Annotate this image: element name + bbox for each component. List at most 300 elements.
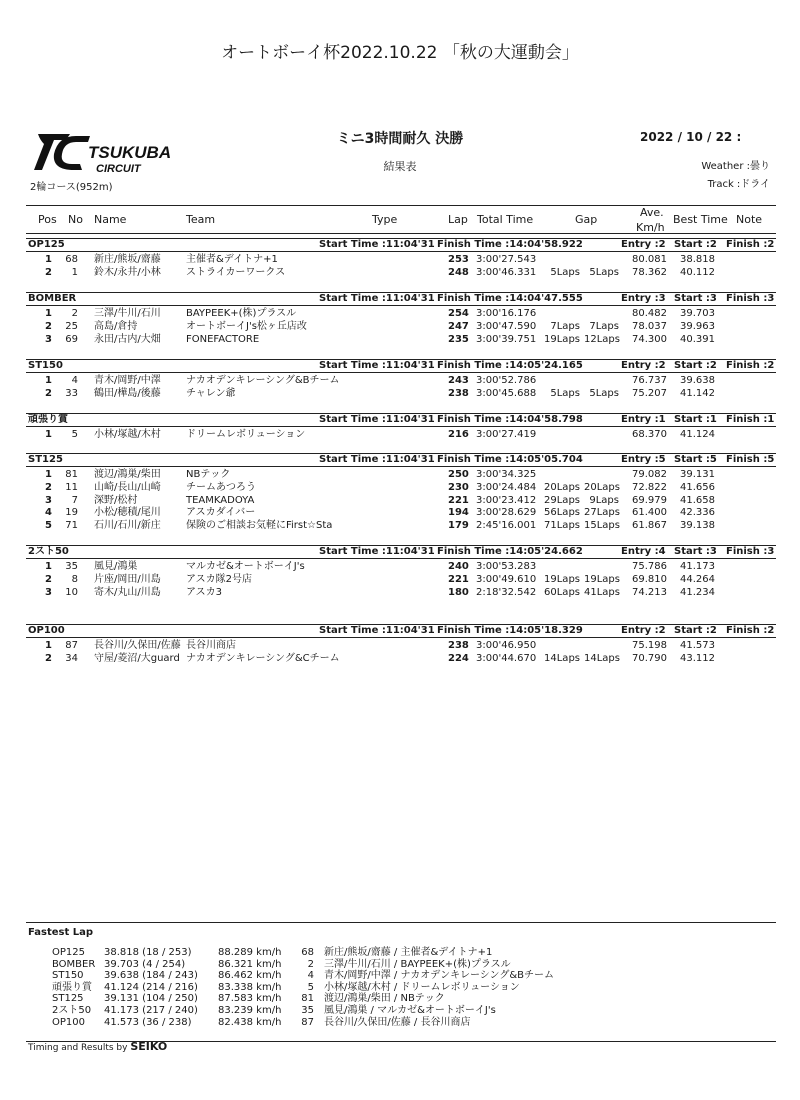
results-subtitle: 結果表 bbox=[383, 160, 417, 173]
class-header-bar bbox=[26, 624, 776, 638]
car-number-cell: 34 bbox=[65, 652, 78, 664]
fastest-lap-number: 4 bbox=[307, 970, 314, 982]
position-cell: 2 bbox=[45, 320, 52, 332]
fastest-lap-time: 39.638 (184 / 243) bbox=[104, 970, 198, 982]
fastest-lap-rider-team: 長谷川/久保田/佐藤 / 長谷川商店 bbox=[324, 1016, 471, 1028]
car-number-cell: 4 bbox=[71, 375, 78, 386]
team-name-cell: アスカダイバー bbox=[186, 507, 256, 519]
position-cell: 3 bbox=[45, 586, 52, 598]
position-cell: 1 bbox=[45, 640, 52, 651]
race-title: ミニ3時間耐久 決勝 bbox=[336, 131, 464, 147]
laps-cell: 216 bbox=[448, 429, 469, 440]
fastest-lap-number: 5 bbox=[307, 981, 314, 993]
class-header-bar bbox=[26, 292, 776, 306]
class-start-time: Start Time :11:04'31 bbox=[319, 239, 435, 250]
class-entry-count: Entry :1 bbox=[621, 414, 666, 425]
fastest-lap-speed: 87.583 km/h bbox=[218, 993, 282, 1005]
car-number-cell: 35 bbox=[65, 561, 78, 572]
class-name: BOMBER bbox=[28, 293, 77, 304]
class-finish-count: Finish :1 bbox=[726, 414, 775, 425]
gap-top-cell: 19Laps bbox=[544, 573, 580, 585]
total-time-cell: 3:00'39.751 bbox=[476, 333, 537, 345]
gap-prev-cell: 41Laps bbox=[584, 586, 620, 598]
car-number-cell: 7 bbox=[71, 494, 78, 506]
gap-top-cell: 29Laps bbox=[544, 494, 580, 506]
gap-top-cell: 71Laps bbox=[544, 520, 580, 532]
total-time-cell: 2:45'16.001 bbox=[476, 520, 537, 532]
class-start-time: Start Time :11:04'31 bbox=[319, 454, 435, 465]
total-time-cell: 3:00'34.325 bbox=[476, 469, 537, 480]
track-condition: Track :ドライ bbox=[707, 179, 770, 190]
rider-names-cell: 山崎/長山/山崎 bbox=[94, 481, 161, 493]
total-time-cell: 3:00'27.419 bbox=[476, 429, 537, 440]
fastest-lap-speed: 86.321 km/h bbox=[218, 958, 282, 970]
average-speed-cell: 74.300 bbox=[632, 333, 667, 345]
team-name-cell: NBテック bbox=[186, 469, 231, 480]
best-time-cell: 41.124 bbox=[680, 429, 715, 440]
result-row bbox=[0, 482, 800, 494]
class-name: 2スト50 bbox=[28, 546, 69, 557]
gap-top-cell: 7Laps bbox=[550, 320, 580, 332]
best-time-cell: 40.112 bbox=[680, 266, 715, 278]
team-name-cell: ドリームレボリューション bbox=[186, 429, 306, 440]
result-row bbox=[0, 653, 800, 665]
position-cell: 1 bbox=[45, 308, 52, 319]
laps-cell: 243 bbox=[448, 375, 469, 386]
fastest-lap-number: 87 bbox=[301, 1016, 314, 1028]
class-finish-time: Finish Time :14:04'58.798 bbox=[437, 414, 583, 425]
best-time-cell: 40.391 bbox=[680, 333, 715, 345]
fastest-lap-class: ST125 bbox=[52, 993, 84, 1005]
laps-cell: 224 bbox=[448, 652, 469, 664]
rider-names-cell: 寄木/丸山/川島 bbox=[94, 586, 161, 598]
rider-names-cell: 長谷川/久保田/佐藤 bbox=[94, 640, 181, 651]
team-name-cell: ストライカーワークス bbox=[186, 266, 286, 278]
laps-cell: 180 bbox=[448, 586, 469, 598]
laps-cell: 254 bbox=[448, 308, 469, 319]
col-no-header: No bbox=[68, 213, 83, 226]
position-cell: 2 bbox=[45, 652, 52, 664]
car-number-cell: 5 bbox=[71, 429, 78, 440]
total-time-cell: 3:00'44.670 bbox=[476, 652, 537, 664]
average-speed-cell: 72.822 bbox=[632, 481, 667, 493]
car-number-cell: 10 bbox=[65, 586, 78, 598]
laps-cell: 238 bbox=[448, 640, 469, 651]
col-team-header: Team bbox=[186, 213, 216, 226]
car-number-cell: 71 bbox=[65, 520, 78, 532]
total-time-cell: 3:00'27.543 bbox=[476, 254, 537, 265]
gap-prev-cell: 5Laps bbox=[589, 266, 619, 278]
gap-prev-cell: 7Laps bbox=[589, 320, 619, 332]
fastest-lap-speed: 86.462 km/h bbox=[218, 970, 282, 982]
gap-prev-cell: 12Laps bbox=[584, 333, 620, 345]
class-start-count: Start :3 bbox=[674, 293, 717, 304]
fastest-lap-rider-team: 小林/塚越/木村 / ドリームレボリューション bbox=[324, 981, 520, 993]
best-time-cell: 39.131 bbox=[680, 469, 715, 480]
car-number-cell: 33 bbox=[65, 387, 78, 399]
class-start-time: Start Time :11:04'31 bbox=[319, 293, 435, 304]
average-speed-cell: 70.790 bbox=[632, 652, 667, 664]
fastest-lap-time: 41.124 (214 / 216) bbox=[104, 981, 198, 993]
class-start-count: Start :2 bbox=[674, 239, 717, 250]
class-start-count: Start :2 bbox=[674, 360, 717, 371]
team-name-cell: ナカオデンキレーシング&Bチーム bbox=[186, 375, 340, 386]
fastest-lap-class: ST150 bbox=[52, 970, 84, 982]
average-speed-cell: 76.737 bbox=[632, 375, 667, 386]
best-time-cell: 39.638 bbox=[680, 375, 715, 386]
laps-cell: 248 bbox=[448, 266, 469, 278]
total-time-cell: 3:00'53.283 bbox=[476, 561, 537, 572]
average-speed-cell: 69.979 bbox=[632, 494, 667, 506]
result-row bbox=[0, 507, 800, 519]
position-cell: 1 bbox=[45, 429, 52, 440]
gap-prev-cell: 9Laps bbox=[589, 494, 619, 506]
best-time-cell: 38.818 bbox=[680, 254, 715, 265]
class-entry-count: Entry :3 bbox=[621, 293, 666, 304]
result-row bbox=[0, 469, 800, 481]
rider-names-cell: 小林/塚越/木村 bbox=[94, 429, 161, 440]
class-start-count: Start :3 bbox=[674, 546, 717, 557]
average-speed-cell: 68.370 bbox=[632, 429, 667, 440]
class-finish-count: Finish :2 bbox=[726, 625, 775, 636]
rider-names-cell: 鈴木/永井/小林 bbox=[94, 266, 161, 278]
gap-prev-cell: 15Laps bbox=[584, 520, 620, 532]
class-name: 頑張り賞 bbox=[28, 414, 68, 425]
fastest-lap-row bbox=[26, 970, 776, 981]
fastest-lap-class: BOMBER bbox=[52, 958, 96, 970]
position-cell: 1 bbox=[45, 375, 52, 386]
result-row bbox=[0, 495, 800, 507]
car-number-cell: 19 bbox=[65, 507, 78, 519]
total-time-cell: 2:18'32.542 bbox=[476, 586, 537, 598]
average-speed-cell: 75.198 bbox=[632, 640, 667, 651]
best-time-cell: 39.963 bbox=[680, 320, 715, 332]
document-title: オートボーイ杯2022.10.22 「秋の大運動会」 bbox=[221, 43, 579, 63]
fastest-lap-time: 41.173 (217 / 240) bbox=[104, 1005, 198, 1016]
car-number-cell: 25 bbox=[65, 320, 78, 332]
result-row bbox=[0, 561, 800, 573]
rider-names-cell: 渡辺/鴻巣/柴田 bbox=[94, 469, 161, 480]
fastest-lap-number: 68 bbox=[301, 947, 314, 958]
laps-cell: 247 bbox=[448, 320, 469, 332]
gap-top-cell: 19Laps bbox=[544, 333, 580, 345]
gap-top-cell: 20Laps bbox=[544, 481, 580, 493]
class-start-time: Start Time :11:04'31 bbox=[319, 625, 435, 636]
position-cell: 1 bbox=[45, 469, 52, 480]
footer-credit bbox=[28, 1040, 167, 1053]
footer-prefix: Timing and Results by bbox=[28, 1043, 131, 1053]
laps-cell: 230 bbox=[448, 481, 469, 493]
col-pos-header: Pos bbox=[38, 213, 57, 226]
position-cell: 5 bbox=[45, 520, 52, 532]
class-entry-count: Entry :2 bbox=[621, 625, 666, 636]
col-note-header: Note bbox=[736, 213, 763, 226]
col-ave-header: Ave. bbox=[640, 206, 664, 219]
position-cell: 2 bbox=[45, 481, 52, 493]
average-speed-cell: 79.082 bbox=[632, 469, 667, 480]
team-name-cell: 長谷川商店 bbox=[186, 640, 236, 651]
car-number-cell: 69 bbox=[65, 333, 78, 345]
class-start-count: Start :2 bbox=[674, 625, 717, 636]
class-entry-count: Entry :5 bbox=[621, 454, 666, 465]
position-cell: 3 bbox=[45, 333, 52, 345]
gap-prev-cell: 20Laps bbox=[584, 481, 620, 493]
laps-cell: 240 bbox=[448, 561, 469, 572]
fastest-lap-rider-team: 青木/岡野/中澤 / ナカオデンキレーシング&Bチーム bbox=[324, 970, 554, 982]
team-name-cell: 主催者&デイトナ+1 bbox=[186, 254, 278, 265]
rider-names-cell: 風見/鴻巣 bbox=[94, 561, 138, 572]
team-name-cell: マルカゼ&オートボーイJ's bbox=[186, 561, 305, 572]
class-start-count: Start :1 bbox=[674, 414, 717, 425]
class-header-bar bbox=[26, 238, 776, 252]
fastest-lap-rider-team: 渡辺/鴻巣/柴田 / NBテック bbox=[324, 993, 445, 1005]
fastest-lap-row bbox=[26, 993, 776, 1004]
fastest-lap-speed: 88.289 km/h bbox=[218, 947, 282, 958]
best-time-cell: 41.658 bbox=[680, 494, 715, 506]
seiko-brand: SEIKO bbox=[130, 1040, 168, 1053]
best-time-cell: 41.656 bbox=[680, 481, 715, 493]
total-time-cell: 3:00'24.484 bbox=[476, 481, 537, 493]
gap-prev-cell: 5Laps bbox=[589, 387, 619, 399]
result-row bbox=[0, 587, 800, 599]
average-speed-cell: 74.213 bbox=[632, 586, 667, 598]
car-number-cell: 1 bbox=[71, 266, 78, 278]
total-time-cell: 3:00'47.590 bbox=[476, 320, 537, 332]
rider-names-cell: 三澤/牛川/石川 bbox=[94, 308, 161, 319]
position-cell: 2 bbox=[45, 266, 52, 278]
col-lap-header: Lap bbox=[448, 213, 468, 226]
class-finish-time: Finish Time :14:05'18.329 bbox=[437, 625, 583, 636]
class-entry-count: Entry :4 bbox=[621, 546, 666, 557]
team-name-cell: チームあつろう bbox=[186, 481, 256, 493]
best-time-cell: 41.234 bbox=[680, 586, 715, 598]
class-header-bar bbox=[26, 413, 776, 427]
class-start-time: Start Time :11:04'31 bbox=[319, 360, 435, 371]
fastest-lap-class: 2スト50 bbox=[52, 1005, 92, 1016]
team-name-cell: FONEFACTORE bbox=[186, 333, 260, 345]
class-name: ST150 bbox=[28, 360, 63, 371]
total-time-cell: 3:00'52.786 bbox=[476, 375, 537, 386]
result-row bbox=[0, 574, 800, 586]
fastest-lap-section bbox=[26, 922, 776, 1042]
position-cell: 1 bbox=[45, 254, 52, 265]
total-time-cell: 3:00'45.688 bbox=[476, 387, 537, 399]
fastest-lap-number: 2 bbox=[307, 958, 314, 970]
team-name-cell: 保険のご相談お気軽にFirst☆Sta bbox=[186, 520, 333, 532]
gap-top-cell: 60Laps bbox=[544, 586, 580, 598]
total-time-cell: 3:00'23.412 bbox=[476, 494, 537, 506]
result-row bbox=[0, 388, 800, 400]
total-time-cell: 3:00'16.176 bbox=[476, 308, 537, 319]
fastest-lap-row bbox=[26, 982, 776, 993]
best-time-cell: 41.573 bbox=[680, 640, 715, 651]
fastest-lap-speed: 83.338 km/h bbox=[218, 981, 282, 993]
rider-names-cell: 石川/石川/新庄 bbox=[94, 520, 161, 532]
team-name-cell: アスカ3 bbox=[186, 586, 222, 598]
fastest-lap-time: 39.703 (4 / 254) bbox=[104, 958, 186, 970]
fastest-lap-class: OP100 bbox=[52, 1016, 85, 1028]
result-row bbox=[0, 375, 800, 387]
col-kmh-header: Km/h bbox=[636, 221, 665, 234]
rider-names-cell: 守屋/菱沼/大guard bbox=[94, 652, 180, 664]
class-name: ST125 bbox=[28, 454, 63, 465]
result-row bbox=[0, 640, 800, 652]
total-time-cell: 3:00'46.950 bbox=[476, 640, 537, 651]
laps-cell: 235 bbox=[448, 333, 469, 345]
best-time-cell: 42.336 bbox=[680, 507, 715, 519]
class-finish-count: Finish :3 bbox=[726, 546, 775, 557]
logo-text-top: TSUKUBA bbox=[88, 143, 172, 162]
team-name-cell: TEAMKADOYA bbox=[186, 494, 255, 506]
gap-prev-cell: 19Laps bbox=[584, 573, 620, 585]
class-start-time: Start Time :11:04'31 bbox=[319, 414, 435, 425]
fastest-lap-title: Fastest Lap bbox=[28, 927, 93, 938]
result-row bbox=[0, 429, 800, 441]
class-entry-count: Entry :2 bbox=[621, 239, 666, 250]
best-time-cell: 41.173 bbox=[680, 561, 715, 572]
average-speed-cell: 80.482 bbox=[632, 308, 667, 319]
class-name: OP100 bbox=[28, 625, 65, 636]
fastest-lap-number: 35 bbox=[301, 1005, 314, 1016]
fastest-lap-number: 81 bbox=[301, 993, 314, 1005]
position-cell: 2 bbox=[45, 573, 52, 585]
car-number-cell: 87 bbox=[65, 640, 78, 651]
car-number-cell: 2 bbox=[71, 308, 78, 319]
average-speed-cell: 78.037 bbox=[632, 320, 667, 332]
rider-names-cell: 片座/岡田/川島 bbox=[94, 573, 161, 585]
gap-top-cell: 5Laps bbox=[550, 387, 580, 399]
position-cell: 3 bbox=[45, 494, 52, 506]
position-cell: 4 bbox=[45, 507, 52, 519]
rider-names-cell: 永田/古内/大畑 bbox=[94, 333, 161, 345]
average-speed-cell: 75.207 bbox=[632, 387, 667, 399]
gap-prev-cell: 14Laps bbox=[584, 652, 620, 664]
result-row bbox=[0, 308, 800, 320]
laps-cell: 179 bbox=[448, 520, 469, 532]
laps-cell: 250 bbox=[448, 469, 469, 480]
class-header-bar bbox=[26, 545, 776, 559]
fastest-lap-time: 41.573 (36 / 238) bbox=[104, 1016, 192, 1028]
class-finish-count: Finish :2 bbox=[726, 360, 775, 371]
rider-names-cell: 青木/岡野/中澤 bbox=[94, 375, 161, 386]
rider-names-cell: 深野/松村 bbox=[94, 494, 138, 506]
result-row bbox=[0, 254, 800, 266]
average-speed-cell: 69.810 bbox=[632, 573, 667, 585]
fastest-lap-row bbox=[26, 1005, 776, 1016]
class-finish-time: Finish Time :14:05'24.165 bbox=[437, 360, 583, 371]
laps-cell: 221 bbox=[448, 573, 469, 585]
fastest-lap-rider-team: 風見/鴻巣 / マルカゼ&オートボーイJ's bbox=[324, 1005, 496, 1016]
car-number-cell: 81 bbox=[65, 469, 78, 480]
car-number-cell: 11 bbox=[65, 481, 78, 493]
class-start-time: Start Time :11:04'31 bbox=[319, 546, 435, 557]
result-row bbox=[0, 520, 800, 532]
rider-names-cell: 新庄/熊坂/齋藤 bbox=[94, 254, 161, 265]
laps-cell: 238 bbox=[448, 387, 469, 399]
laps-cell: 221 bbox=[448, 494, 469, 506]
class-start-count: Start :5 bbox=[674, 454, 717, 465]
team-name-cell: オートボーイJ's松ヶ丘店改 bbox=[186, 320, 307, 332]
fastest-lap-row bbox=[26, 1017, 776, 1028]
total-time-cell: 3:00'28.629 bbox=[476, 507, 537, 519]
gap-prev-cell: 27Laps bbox=[584, 507, 620, 519]
best-time-cell: 39.138 bbox=[680, 520, 715, 532]
class-finish-count: Finish :5 bbox=[726, 454, 775, 465]
total-time-cell: 3:00'49.610 bbox=[476, 573, 537, 585]
fastest-lap-class: 頑張り賞 bbox=[52, 981, 92, 993]
fastest-lap-rider-team: 三澤/牛川/石川 / BAYPEEK+(株)プラスル bbox=[324, 958, 511, 970]
gap-top-cell: 5Laps bbox=[550, 266, 580, 278]
team-name-cell: BAYPEEK+(株)プラスル bbox=[186, 308, 297, 319]
team-name-cell: ナカオデンキレーシング&Cチーム bbox=[186, 652, 340, 664]
class-name: OP125 bbox=[28, 239, 65, 250]
gap-top-cell: 56Laps bbox=[544, 507, 580, 519]
team-name-cell: アスカ隊2号店 bbox=[186, 573, 252, 585]
fastest-lap-row bbox=[26, 959, 776, 970]
fastest-lap-speed: 83.239 km/h bbox=[218, 1005, 282, 1016]
fastest-lap-rider-team: 新庄/熊坂/齋藤 / 主催者&デイトナ+1 bbox=[324, 947, 493, 958]
course-label: 2輪コース(952m) bbox=[30, 182, 113, 193]
fastest-lap-speed: 82.438 km/h bbox=[218, 1016, 282, 1028]
position-cell: 1 bbox=[45, 561, 52, 572]
class-finish-time: Finish Time :14:05'24.662 bbox=[437, 546, 583, 557]
col-gap-header: Gap bbox=[575, 213, 598, 226]
average-speed-cell: 78.362 bbox=[632, 266, 667, 278]
gap-top-cell: 14Laps bbox=[544, 652, 580, 664]
class-header-bar bbox=[26, 359, 776, 373]
best-time-cell: 44.264 bbox=[680, 573, 715, 585]
class-finish-time: Finish Time :14:05'05.704 bbox=[437, 454, 583, 465]
class-finish-count: Finish :3 bbox=[726, 293, 775, 304]
average-speed-cell: 75.786 bbox=[632, 561, 667, 572]
position-cell: 2 bbox=[45, 387, 52, 399]
fastest-lap-time: 39.131 (104 / 250) bbox=[104, 993, 198, 1005]
team-name-cell: チャレン爺 bbox=[186, 387, 236, 399]
average-speed-cell: 80.081 bbox=[632, 254, 667, 265]
result-row bbox=[0, 267, 800, 279]
best-time-cell: 41.142 bbox=[680, 387, 715, 399]
col-best-header: Best Time bbox=[673, 213, 728, 226]
car-number-cell: 68 bbox=[65, 254, 78, 265]
weather-label: Weather :曇り bbox=[701, 161, 770, 172]
class-entry-count: Entry :2 bbox=[621, 360, 666, 371]
car-number-cell: 8 bbox=[71, 573, 78, 585]
fastest-lap-time: 38.818 (18 / 253) bbox=[104, 947, 192, 958]
class-finish-time: Finish Time :14:04'47.555 bbox=[437, 293, 583, 304]
rider-names-cell: 小松/穂積/尾川 bbox=[94, 507, 161, 519]
race-date: 2022 / 10 / 22 : bbox=[640, 130, 742, 144]
laps-cell: 194 bbox=[448, 507, 469, 519]
total-time-cell: 3:00'46.331 bbox=[476, 266, 537, 278]
col-total-header: Total Time bbox=[477, 213, 534, 226]
col-type-header: Type bbox=[372, 213, 398, 226]
class-finish-time: Finish Time :14:04'58.922 bbox=[437, 239, 583, 250]
col-name-header: Name bbox=[94, 213, 127, 226]
logo-text-bottom: CIRCUIT bbox=[96, 163, 141, 175]
class-finish-count: Finish :2 bbox=[726, 239, 775, 250]
average-speed-cell: 61.400 bbox=[632, 507, 667, 519]
result-row bbox=[0, 334, 800, 346]
best-time-cell: 39.703 bbox=[680, 308, 715, 319]
rider-names-cell: 高島/倉持 bbox=[94, 320, 138, 332]
fastest-lap-class: OP125 bbox=[52, 947, 85, 958]
laps-cell: 253 bbox=[448, 254, 469, 265]
best-time-cell: 43.112 bbox=[680, 652, 715, 664]
class-header-bar bbox=[26, 453, 776, 467]
fastest-lap-row bbox=[26, 947, 776, 958]
average-speed-cell: 61.867 bbox=[632, 520, 667, 532]
rider-names-cell: 鶴田/樺島/後藤 bbox=[94, 387, 161, 399]
